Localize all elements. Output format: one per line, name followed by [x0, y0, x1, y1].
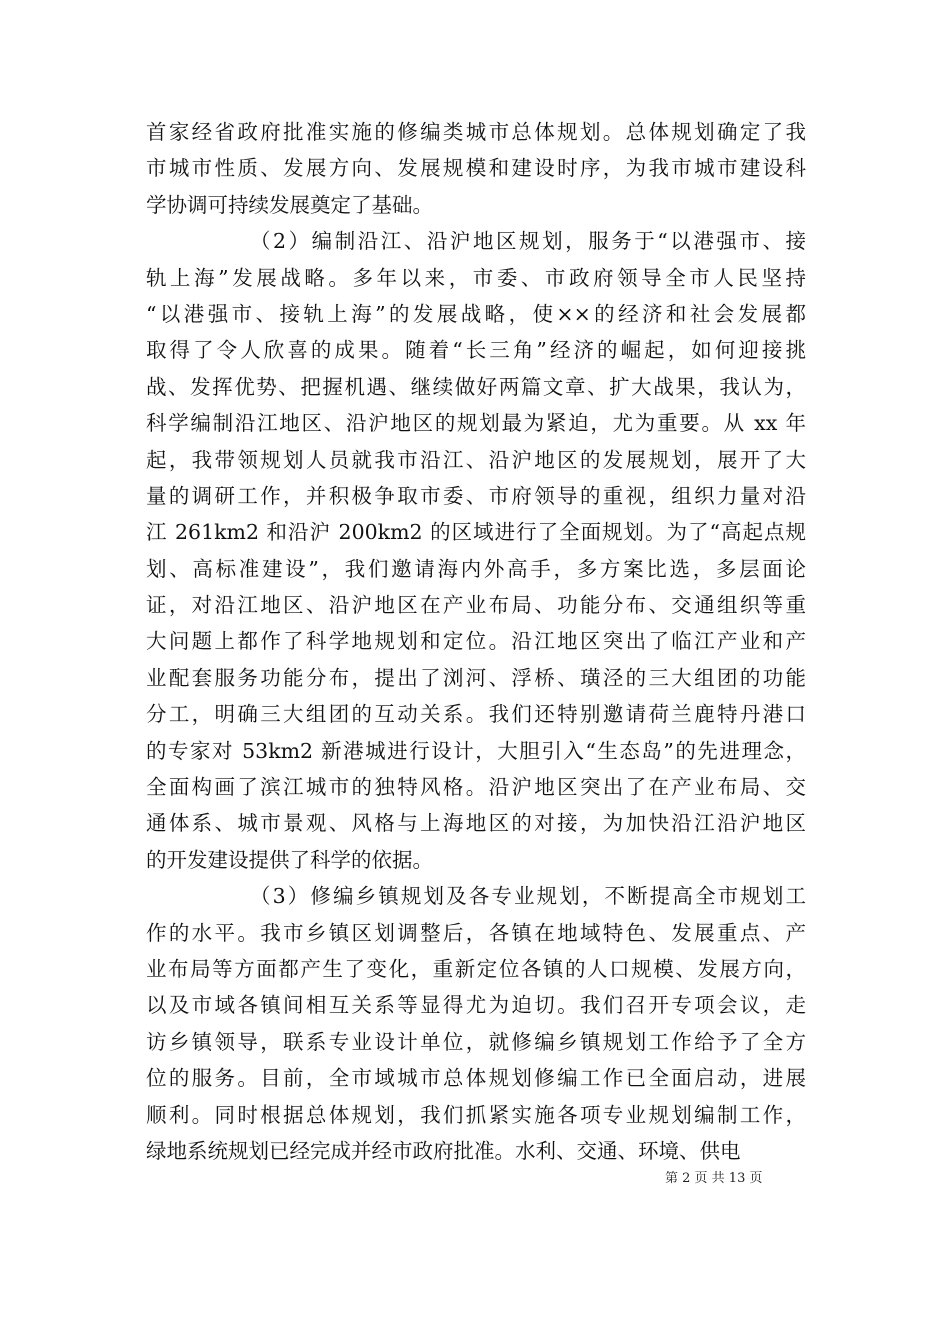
text-line: 业配套服务功能分布，提出了浏河、浮桥、璜泾的三大组团的功能: [146, 665, 806, 690]
text-line: 的开发建设提供了科学的依据。: [146, 847, 433, 872]
text-line: 证，对沿江地区、沿沪地区在产业布局、功能分布、交通组织等重: [146, 593, 806, 618]
text-line: 江 261km2 和沿沪 200km2 的区域进行了全面规划。为了“高起点规: [146, 520, 806, 545]
text-line: 位的服务。目前，全市域城市总体规划修编工作已全面启动，进展: [146, 1066, 806, 1091]
text-line: 学协调可持续发展奠定了基础。: [146, 192, 433, 217]
text-line: 首家经省政府批准实施的修编类城市总体规划。总体规划确定了我: [146, 120, 806, 144]
page-number-footer: 第 2 页 共 13 页: [665, 1171, 763, 1186]
text-line: 顺利。同时根据总体规划，我们抓紧实施各项专业规划编制工作，: [146, 1102, 806, 1127]
text-line: 作的水平。我市乡镇区划调整后，各镇在地域特色、发展重点、产: [146, 920, 806, 945]
text-line: 以及市域各镇间相互关系等显得尤为迫切。我们召开专项会议，走: [146, 993, 806, 1018]
text-line: （2）编制沿江、沿沪地区规划，服务于“以港强市、接: [250, 229, 806, 254]
text-line: 全面构画了滨江城市的独特风格。沿沪地区突出了在产业布局、交: [146, 775, 806, 800]
text-line: 轨上海”发展战略。多年以来，市委、市政府领导全市人民坚持: [146, 265, 806, 290]
text-line: 市城市性质、发展方向、发展规模和建设时序，为我市城市建设科: [146, 156, 806, 181]
text-line: 起，我带领规划人员就我市沿江、沿沪地区的发展规划，展开了大: [146, 447, 806, 472]
text-line: 访乡镇领导，联系专业设计单位，就修编乡镇规划工作给予了全方: [146, 1029, 806, 1054]
text-line: 划、高标准建设”，我们邀请海内外高手，多方案比选，多层面论: [146, 556, 806, 581]
text-line: 取得了令人欣喜的成果。随着“长三角”经济的崛起，如何迎接挑: [146, 338, 806, 363]
text-line: （3）修编乡镇规划及各专业规划，不断提高全市规划工: [250, 884, 806, 909]
text-line: “以港强市、接轨上海”的发展战略，使××的经济和社会发展都: [146, 301, 806, 326]
text-line: 绿地系统规划已经完成并经市政府批准。水利、交通、环境、供电: [146, 1138, 741, 1163]
text-line: 的专家对 53km2 新港城进行设计，大胆引入“生态岛”的先进理念，: [146, 738, 806, 763]
text-line: 大问题上都作了科学地规划和定位。沿江地区突出了临江产业和产: [146, 629, 806, 654]
text-line: 通体系、城市景观、风格与上海地区的对接，为加快沿江沿沪地区: [146, 811, 806, 836]
text-line: 战、发挥优势、把握机遇、继续做好两篇文章、扩大战果，我认为，: [146, 374, 806, 399]
text-line: 分工，明确三大组团的互动关系。我们还特别邀请荷兰鹿特丹港口: [146, 702, 806, 727]
body-text: [146, 114, 806, 1169]
text-line: 科学编制沿江地区、沿沪地区的规划最为紧迫，尤为重要。从 xx 年: [146, 411, 806, 436]
text-line: 量的调研工作，并积极争取市委、市府领导的重视，组织力量对沿: [146, 483, 806, 508]
text-line: 业布局等方面都产生了变化，重新定位各镇的人口规模、发展方向，: [146, 956, 806, 981]
